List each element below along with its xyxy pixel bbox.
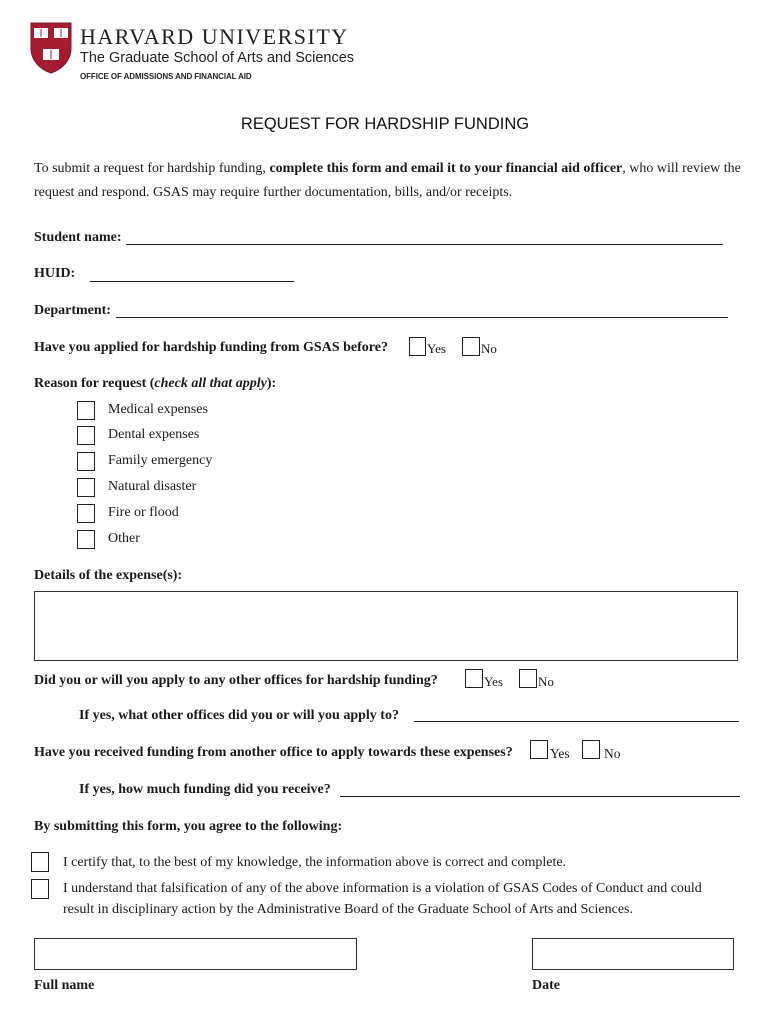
reason-checkbox-medical[interactable]	[77, 401, 95, 420]
received-funding-no-label: No	[604, 746, 621, 761]
applied-before-yes-label: Yes	[427, 341, 446, 356]
understand-statement-line1: I understand that falsification of any of the above information is a violation of GSAS Codes of Conduct and could	[63, 881, 702, 896]
harvard-shield-logo	[30, 22, 72, 74]
reason-option-label: Other	[108, 531, 140, 546]
applied-before-yes-checkbox[interactable]	[409, 337, 426, 356]
department-label: Department:	[34, 303, 111, 318]
other-offices-no-checkbox[interactable]	[519, 669, 537, 688]
university-name: HARVARD UNIVERSITY	[80, 24, 349, 49]
received-funding-yes-checkbox[interactable]	[530, 740, 548, 759]
received-funding-amount-field[interactable]	[340, 796, 740, 797]
other-offices-yes-checkbox[interactable]	[465, 669, 483, 688]
applied-before-question: Have you applied for hardship funding from GSAS before?	[34, 340, 388, 355]
date-label: Date	[532, 978, 560, 993]
intro-paragraph	[34, 157, 744, 205]
form-title: REQUEST FOR HARDSHIP FUNDING	[240, 115, 530, 133]
reason-option-label: Dental expenses	[108, 427, 200, 442]
received-funding-question: Have you received funding from another office to apply towards these expenses?	[34, 745, 513, 760]
date-field[interactable]	[532, 938, 734, 970]
applied-before-no-label: No	[481, 341, 497, 356]
other-offices-question: Did you or will you apply to any other offices for hardship funding?	[34, 673, 438, 688]
intro-text-bold: complete this form and email it to your financial aid officer	[269, 161, 623, 176]
reason-checkbox-dental[interactable]	[77, 426, 95, 445]
full-name-field[interactable]	[34, 938, 357, 970]
office-name: OFFICE OF ADMISSIONS AND FINANCIAL AID	[80, 72, 252, 81]
details-textarea[interactable]	[34, 591, 738, 661]
reason-option-label: Family emergency	[108, 453, 213, 468]
reason-checkbox-fire[interactable]	[77, 504, 95, 523]
details-label: Details of the expense(s):	[34, 568, 183, 583]
reason-option-label: Natural disaster	[108, 479, 197, 494]
received-funding-no-checkbox[interactable]	[582, 740, 600, 759]
school-name: The Graduate School of Arts and Sciences	[80, 50, 355, 66]
applied-before-no-checkbox[interactable]	[462, 337, 480, 356]
understand-statement-line2: result in disciplinary action by the Administrative Board of the Graduate School of Arts and Sciences.	[63, 902, 633, 917]
student-name-label: Student name:	[34, 230, 122, 245]
intro-text-2: , who will review the request and respond. GSAS may require further documentation, bills, and/or receipts.	[34, 161, 741, 200]
department-field[interactable]	[116, 317, 728, 318]
reason-label-start: Reason for request (	[34, 376, 155, 391]
reason-checkbox-other[interactable]	[77, 530, 95, 549]
reason-label-italic: check all that apply	[154, 376, 267, 391]
reason-label	[34, 376, 276, 392]
certify-statement: I certify that, to the best of my knowledge, the information above is correct and complete.	[63, 855, 567, 870]
received-funding-followup-label: If yes, how much funding did you receive?	[79, 782, 331, 797]
other-offices-followup-field[interactable]	[414, 721, 739, 722]
other-offices-yes-label: Yes	[484, 674, 503, 689]
reason-option-label: Medical expenses	[108, 402, 208, 417]
understand-checkbox[interactable]	[31, 879, 49, 899]
full-name-label: Full name	[34, 978, 95, 993]
other-offices-followup-label: If yes, what other offices did you or will you apply to?	[79, 708, 399, 723]
student-name-field[interactable]	[126, 244, 723, 245]
reason-option-label: Fire or flood	[108, 505, 179, 520]
huid-field[interactable]	[90, 281, 294, 282]
received-funding-yes-label: Yes	[550, 746, 570, 761]
huid-label: HUID:	[34, 266, 76, 281]
agreement-heading: By submitting this form, you agree to the following:	[34, 819, 343, 834]
reason-checkbox-disaster[interactable]	[77, 478, 95, 497]
certify-checkbox[interactable]	[31, 852, 49, 872]
intro-text-1: To submit a request for hardship funding,	[34, 161, 270, 176]
reason-label-end: ):	[266, 376, 277, 391]
reason-checkbox-family[interactable]	[77, 452, 95, 471]
other-offices-no-label: No	[538, 674, 554, 689]
